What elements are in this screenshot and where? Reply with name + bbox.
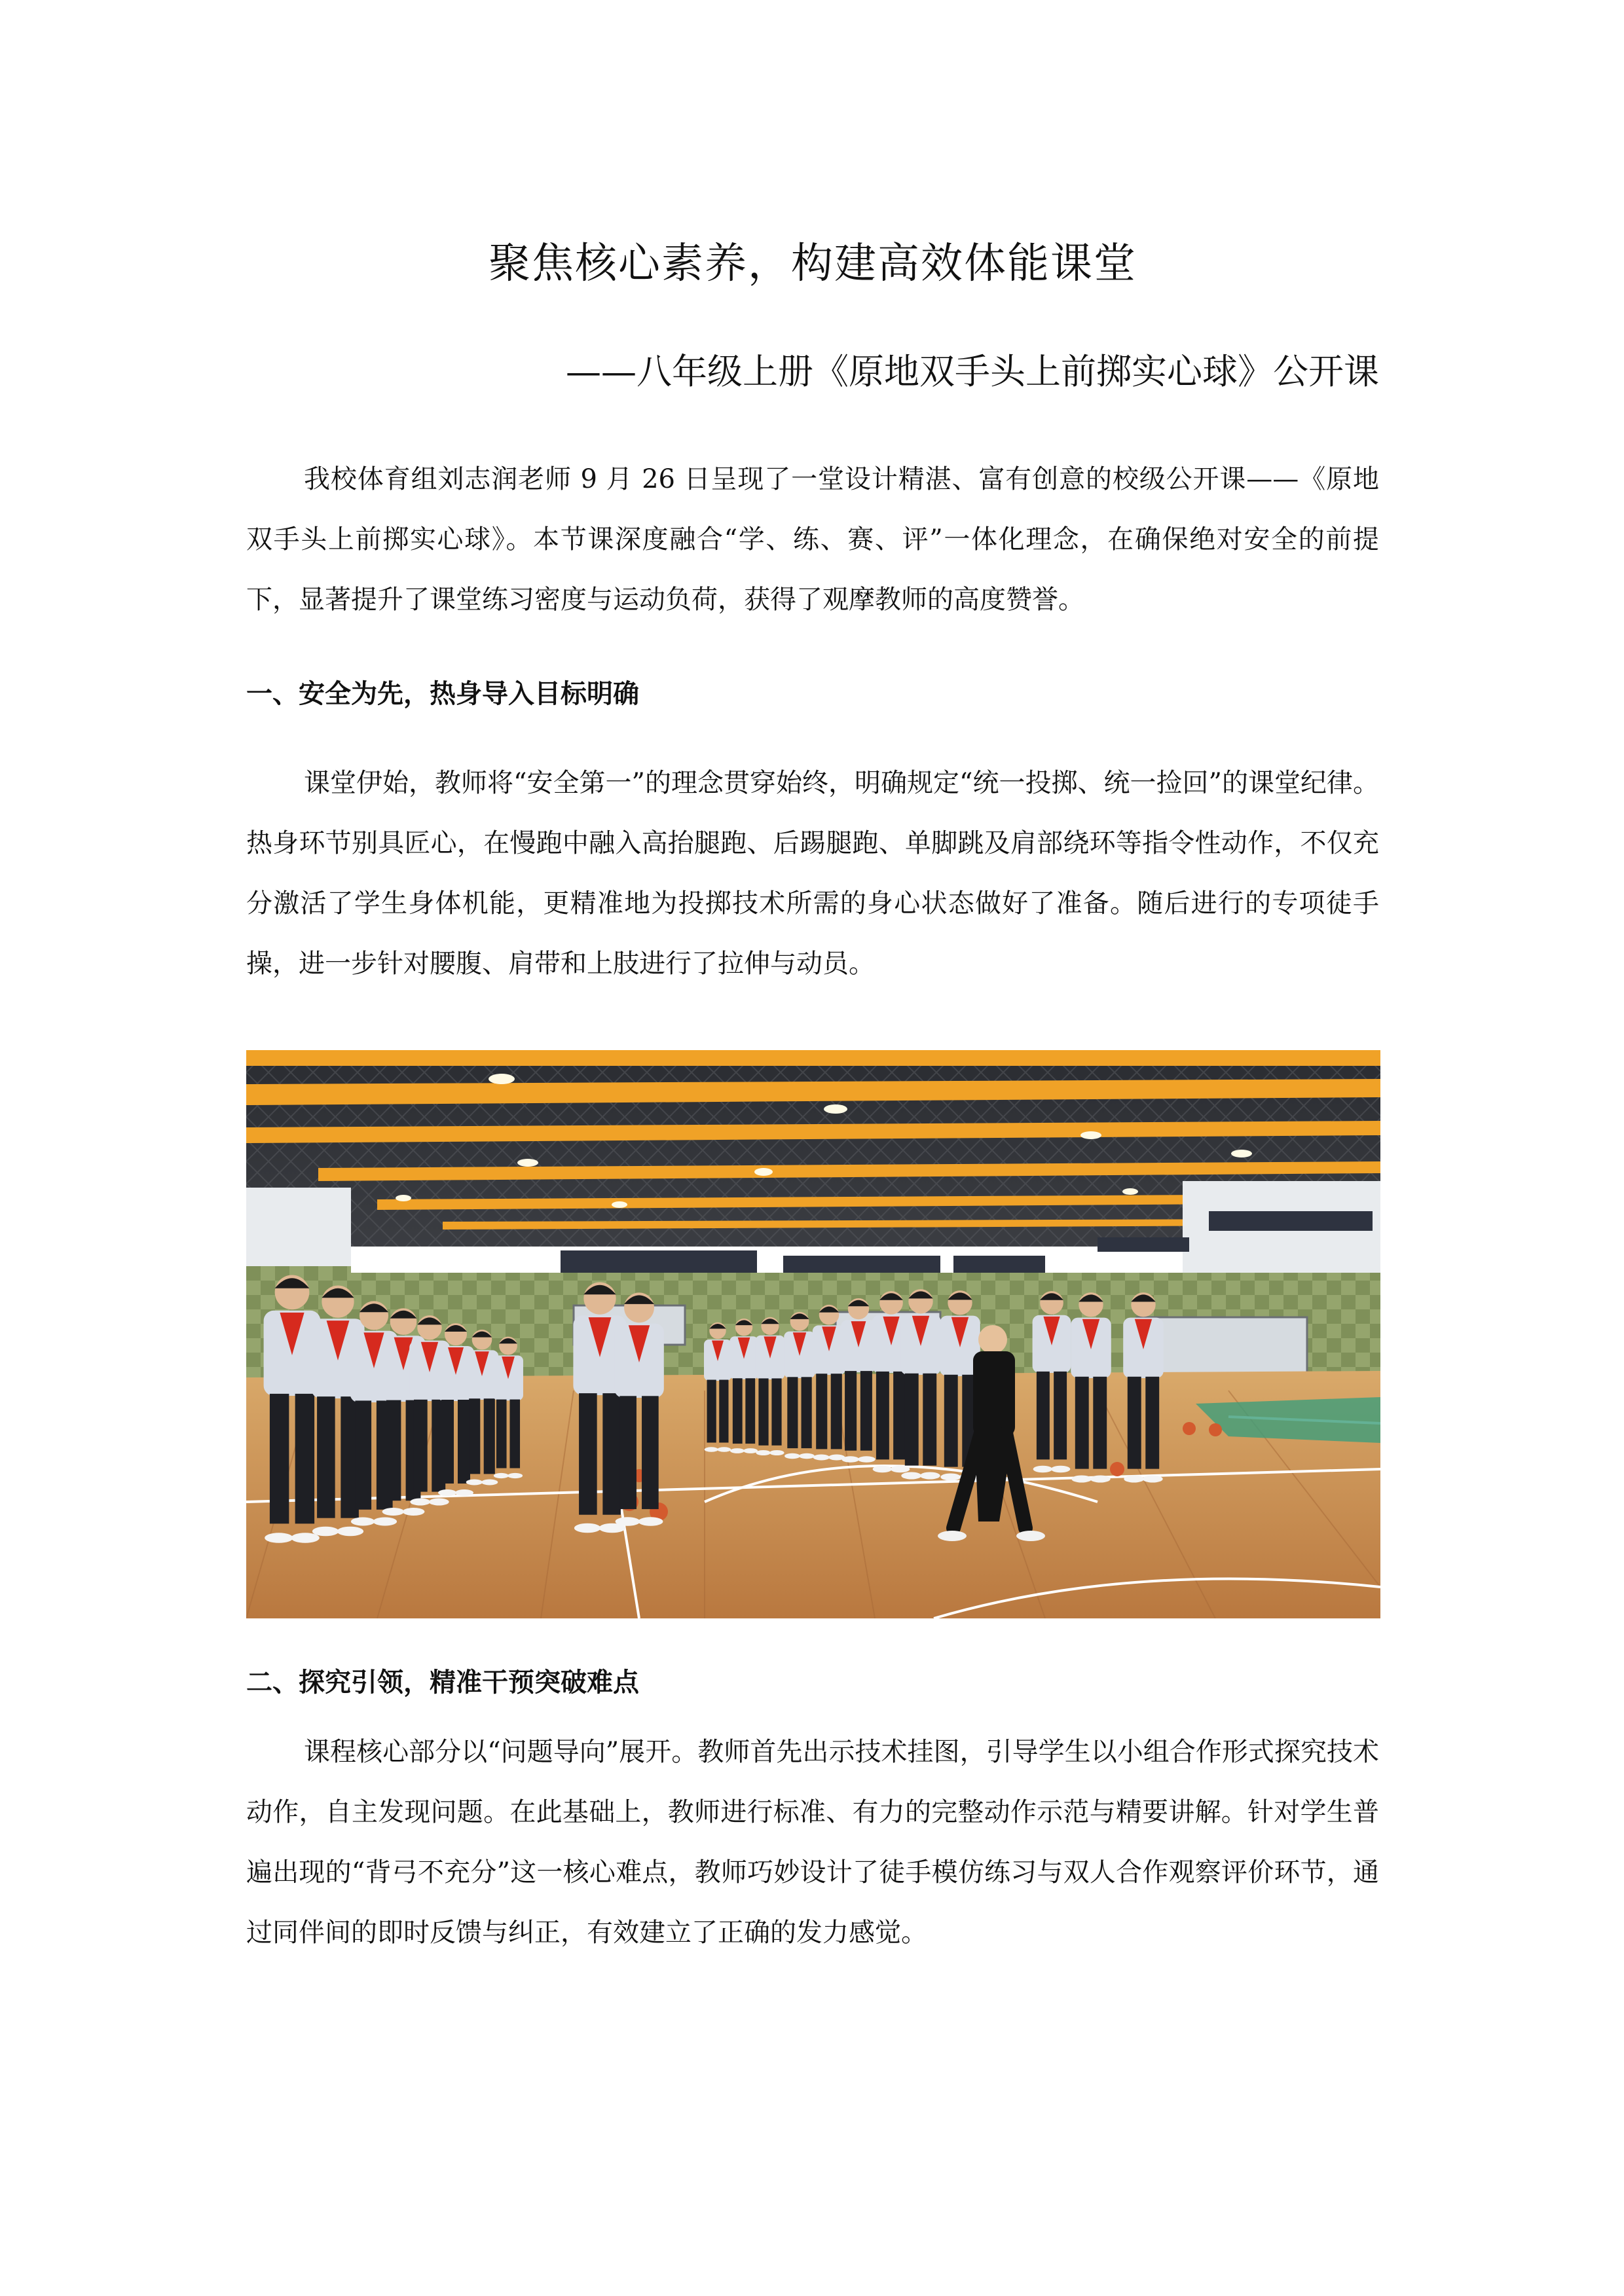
section-2-paragraph: 课程核心部分以“问题导向”展开。教师首先出示技术挂图，引导学生以小组合作形式探究技术动作，自主发现问题。在此基础上，教师进行标准、有力的完整动作示范与精要讲解。针对学生普遍出现的“背弓不充分”这一核心难点，教师巧妙设计了徒手模仿练习与双人合作观察评价环节，通过同伴间的即时反馈与纠正，有效建立了正确的发力感觉。	[246, 1737, 1379, 1948]
section-2-heading: 二、探究引领，精准干预突破难点	[246, 1667, 639, 1698]
section-1-heading: 一、安全为先，热身导入目标明确	[246, 679, 639, 709]
page-subtitle: ——八年级上册《原地双手头上前掷实心球》公开课	[566, 351, 1379, 392]
gym-class-photo	[246, 1050, 1380, 1618]
page-title: 聚焦核心素养，构建高效体能课堂	[489, 240, 1137, 288]
section-1-paragraph: 课堂伊始，教师将“安全第一”的理念贯穿始终，明确规定“统一投掷、统一捡回”的课堂纪律。热身环节别具匠心，在慢跑中融入高抬腿跑、后踢腿跑、单脚跳及肩部绕环等指令性动作，不仅充分激活了学生身体机能，更精准地为投掷技术所需的身心状态做好了准备。随后进行的专项徒手操，进一步针对腰腹、肩带和上肢进行了拉伸与动员。	[246, 768, 1379, 979]
intro-paragraph: 我校体育组刘志润老师 9 月 26 日呈现了一堂设计精湛、富有创意的校级公开课——《原地双手头上前掷实心球》。本节课深度融合“学、练、赛、评”一体化理念，在确保绝对安全的前提下，显著提升了课堂练习密度与运动负荷，获得了观摩教师的高度赞誉。	[246, 464, 1379, 615]
